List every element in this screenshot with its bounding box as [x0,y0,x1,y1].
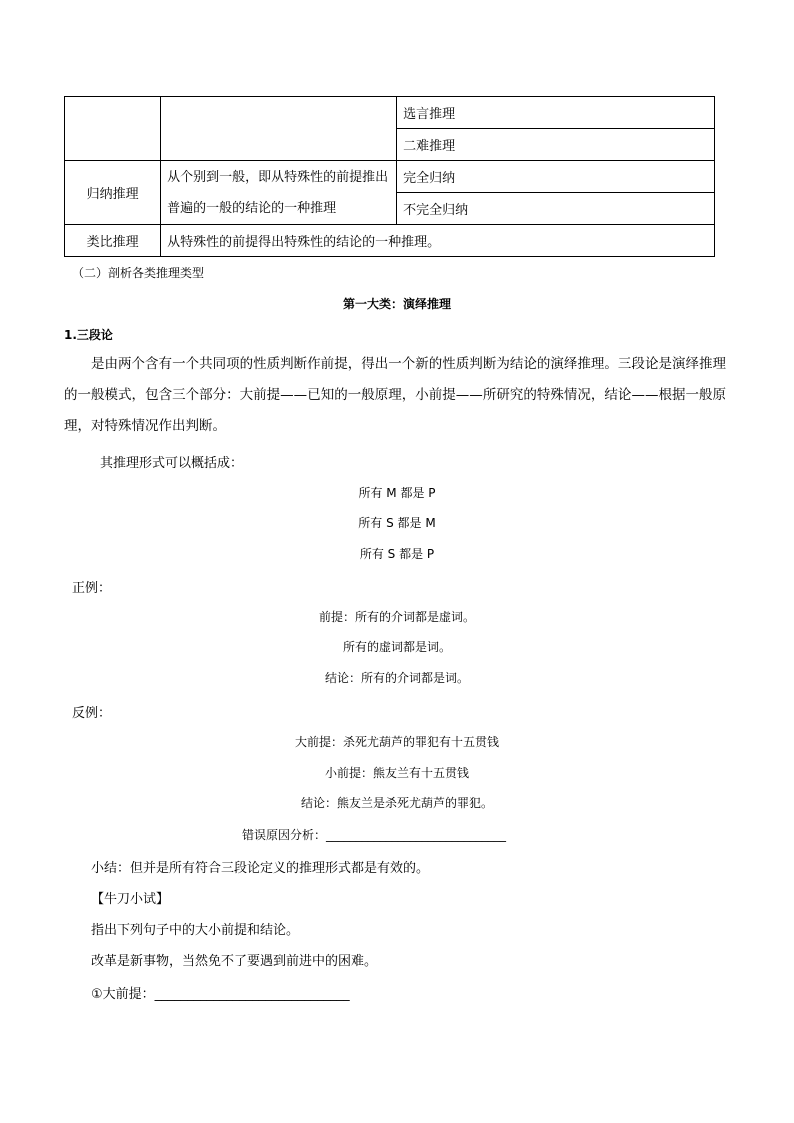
table-row [65,225,715,257]
negative-minor-premise: 小前提：熊友兰有十五贯钱 [324,766,469,780]
practice-title: 【牛刀小试】 [91,892,170,907]
table-cell-empty [65,97,161,161]
table-cell-analogy-name: 类比推理 [65,225,161,257]
practice-sentence: 改革是新事物，当然免不了要遇到前进中的困难。 [91,954,378,969]
positive-premise: 前提：所有的介词都是虚词。 [318,610,475,624]
table-row [65,161,715,193]
positive-premise-2: 所有的虚词都是词。 [342,640,451,654]
table-cell-disjunctive: 选言推理 [397,97,715,129]
positive-conclusion: 结论：所有的介词都是词。 [324,671,469,685]
positive-example-label: 正例： [72,581,112,596]
table-cell-incomplete-induction: 不完全归纳 [397,193,715,225]
summary: 小结：但并是所有符合三段论定义的推理形式都是有效的。 [91,861,430,876]
table-cell-inductive-name: 归纳推理 [65,161,161,225]
table-cell-inductive-definition: 从个别到一般，即从特殊性的前提推出普遍的一般的结论的一种推理 [161,161,397,225]
subsection-title: 1.三段论 [64,328,113,342]
practice-instruction: 指出下列句子中的大小前提和结论。 [91,923,300,938]
negative-example-label: 反例： [72,706,112,721]
negative-conclusion: 结论：熊友兰是杀死尤葫芦的罪犯。 [300,796,493,810]
form-line-minor: 所有 S 都是 M [358,516,436,530]
table-row [65,97,715,129]
negative-major-premise: 大前提：杀死尤葫芦的罪犯有十五贯钱 [294,735,499,749]
reasoning-classification-table [64,96,715,257]
practice-question-1: ①大前提：______________________________ [91,987,350,1002]
table-cell-complete-induction: 完全归纳 [397,161,715,193]
form-intro: 其推理形式可以概括成： [100,456,244,471]
category-title: 第一大类：演绎推理 [342,297,451,311]
table-cell-dilemma: 二难推理 [397,129,715,161]
table-cell-empty [161,97,397,161]
intro-paragraph: 是由两个含有一个共同项的性质判断作前提，得出一个新的性质判断为结论的演绎推理。三段论是演绎推理的一般模式，包含三个部分：大前提——已知的一般原理，小前提——所研究的特殊情况，结论——根据一般原理，对特殊情况作出判断。 [64,356,726,434]
form-line-conclusion: 所有 S 都是 P [359,547,435,561]
section-heading: （二）剖析各类推理类型 [72,266,205,280]
error-analysis-blank: 错误原因分析：______________________________ [242,828,507,842]
form-line-major: 所有 M 都是 P [358,486,436,500]
table-cell-analogy-definition: 从特殊性的前提得出特殊性的结论的一种推理。 [161,225,715,257]
